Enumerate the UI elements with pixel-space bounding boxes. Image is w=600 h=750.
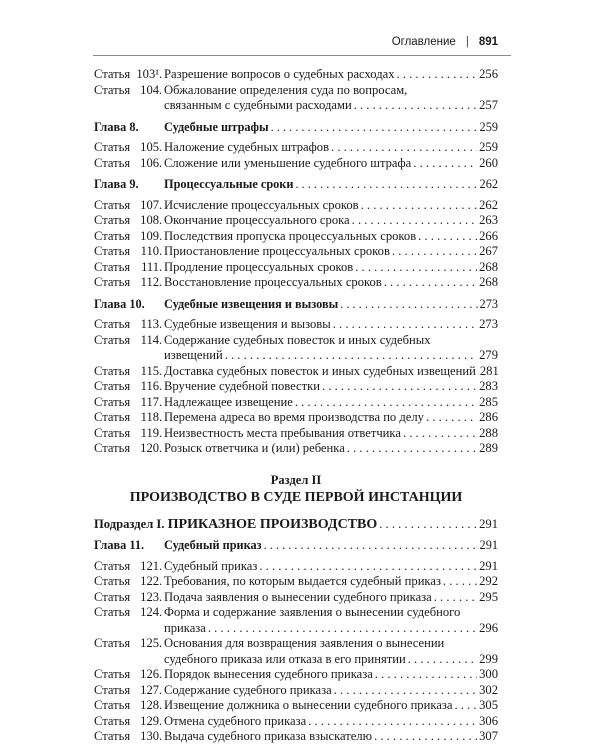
entry-page-number: 288 (479, 425, 498, 440)
article-number: 115. (140, 363, 163, 378)
entry-page-number: 291 (479, 558, 498, 573)
article-number: 117. (140, 394, 163, 409)
leader-dots (392, 244, 477, 260)
entry-page-number: 305 (479, 698, 498, 712)
subsection-label: Подраздел I. (94, 516, 165, 531)
toc-article-entry[interactable] (94, 244, 498, 260)
entry-title: Выдача судебного приказа взыскателю (164, 729, 373, 743)
entry-title: Сложение или уменьшение судебного штрафа (164, 155, 412, 170)
entry-title: Последствия пропуска процессуальных сроков (164, 228, 417, 243)
article-word: Статья (94, 558, 131, 573)
leader-dots (295, 177, 477, 193)
article-number: 108. (140, 213, 163, 227)
entry-label (94, 559, 164, 575)
entry-label (94, 636, 164, 667)
entry-label (94, 426, 164, 442)
entry-label (94, 213, 164, 229)
toc-article-entry[interactable] (94, 574, 498, 590)
article-number: 126. (140, 667, 163, 681)
article-number: 129. (140, 713, 163, 728)
toc-chapter-entry[interactable] (94, 297, 498, 313)
entry-page-number: 267 (479, 244, 498, 258)
toc-article-entry[interactable] (94, 213, 498, 229)
entry-label (94, 156, 164, 172)
article-number: 106. (140, 155, 163, 170)
leader-dots (322, 379, 477, 395)
entry-title: Судебный приказ (164, 558, 258, 573)
article-word: Статья (94, 713, 131, 728)
entry-label (94, 120, 164, 136)
article-word: Статья (94, 332, 131, 347)
article-word: Статья (94, 379, 131, 393)
article-number: 116. (140, 379, 163, 393)
leader-dots (295, 395, 477, 411)
running-header (93, 34, 511, 56)
subsection-title: ПРИКАЗНОЕ ПРОИЗВОДСТВО (167, 516, 378, 532)
entry-label (94, 140, 164, 156)
entry-title: Разрешение вопросов о судебных расходах (164, 67, 395, 81)
entry-label (94, 410, 164, 426)
article-word: Статья (94, 228, 131, 243)
entry-title: Продление процессуальных сроков (164, 259, 354, 274)
toc-article-entry[interactable] (94, 605, 498, 636)
leader-dots (443, 574, 477, 590)
leader-dots (361, 198, 478, 214)
entry-page-number: 268 (479, 275, 498, 289)
table-of-contents (94, 67, 498, 745)
article-word: Статья (94, 82, 131, 97)
entry-title: Приостановление процессуальных сроков (164, 244, 390, 258)
entry-label (94, 244, 164, 260)
leader-dots (384, 275, 477, 291)
toc-article-entry[interactable] (94, 410, 498, 426)
toc-article-entry[interactable] (94, 275, 498, 291)
leader-dots (403, 426, 477, 442)
entry-label (94, 683, 164, 699)
entry-title: Порядок вынесения судебного приказа (164, 667, 373, 681)
article-number: 112. (140, 275, 163, 289)
article-number: 107. (140, 197, 163, 212)
article-number: 119. (140, 425, 163, 440)
article-word: Статья (94, 275, 131, 289)
toc-article-entry[interactable] (94, 698, 498, 714)
entry-title: Содержание судебного приказа (164, 682, 332, 697)
entry-label (94, 177, 164, 193)
toc-article-entry[interactable] (94, 198, 498, 214)
entry-page-number: 266 (479, 228, 498, 243)
leader-dots (397, 67, 478, 83)
article-word: Статья (94, 197, 131, 212)
section-label: Раздел II (270, 472, 322, 487)
leader-dots (454, 698, 477, 714)
entry-page-number: 300 (479, 667, 498, 681)
toc-article-entry[interactable] (94, 140, 498, 156)
entry-page-number: 306 (479, 713, 498, 728)
toc-article-entry[interactable] (94, 67, 498, 83)
toc-article-entry[interactable] (94, 636, 498, 667)
leader-dots (340, 297, 477, 313)
article-word: Статья (94, 394, 131, 409)
entry-title: Требования, по которым выдается судебный приказ (164, 574, 441, 588)
entry-page-number: 292 (479, 574, 498, 588)
article-word: Статья (94, 589, 131, 604)
entry-page-number: 263 (479, 213, 498, 227)
entry-label (94, 605, 164, 636)
entry-page-number: 286 (479, 410, 498, 424)
entry-title: Обжалование определения суда по вопросам, (164, 82, 408, 97)
entry-page-number: 296 (479, 620, 498, 635)
chapter-label: Глава 9. (94, 177, 139, 191)
article-number: 113. (140, 317, 163, 331)
article-number: 103¹. (136, 67, 163, 81)
entry-label (94, 379, 164, 395)
leader-dots (413, 156, 477, 172)
entry-title: извещений (164, 348, 223, 362)
entry-page-number: 257 (479, 98, 498, 112)
toc-article-entry[interactable] (94, 333, 498, 364)
entry-page-number: 289 (479, 441, 498, 455)
entry-title: Содержание судебных повесток и иных судебных (164, 332, 431, 347)
toc-article-entry[interactable] (94, 260, 498, 276)
toc-article-entry[interactable] (94, 426, 498, 442)
toc-article-entry[interactable] (94, 156, 498, 172)
entry-page-number: 291 (479, 538, 498, 552)
entry-label (94, 229, 164, 245)
section-title: ПРОИЗВОДСТВО В СУДЕ ПЕРВОЙ ИНСТАНЦИИ (129, 489, 463, 505)
leader-dots (374, 729, 477, 745)
entry-title: Доставка судебных повесток и иных судебных извещений (164, 363, 476, 378)
article-number: 118. (140, 410, 163, 424)
article-word: Статья (94, 140, 131, 154)
entry-title: Извещение должника о вынесении судебного приказа (164, 698, 453, 712)
toc-article-entry[interactable] (94, 590, 498, 606)
header-separator: | (465, 36, 469, 48)
toc-part-2 (94, 538, 498, 745)
entry-title: судебного приказа или отказа в его принятии (164, 651, 406, 666)
subsection-entry[interactable] (94, 517, 498, 533)
entry-label (94, 667, 164, 683)
entry-title: Процессуальные сроки (164, 177, 294, 191)
article-word: Статья (94, 441, 131, 455)
article-number: 104. (140, 82, 163, 97)
article-word: Статья (94, 259, 131, 274)
article-number: 114. (140, 332, 163, 347)
entry-page-number: 268 (479, 259, 498, 274)
chapter-label: Глава 11. (94, 538, 145, 552)
entry-page-number: 295 (479, 589, 498, 604)
entry-label (94, 590, 164, 606)
entry-title: Судебные извещения и вызовы (164, 296, 339, 311)
article-word: Статья (94, 636, 131, 650)
entry-title: Вручение судебной повестки (164, 379, 320, 393)
leader-dots (347, 441, 477, 457)
leader-dots (208, 621, 477, 637)
entry-title: Надлежащее извещение (164, 394, 293, 409)
article-word: Статья (94, 363, 131, 378)
entry-title: связанным с судебными расходами (164, 98, 352, 112)
subsection-page: 291 (479, 516, 498, 531)
leader-dots (352, 213, 477, 229)
article-number: 122. (140, 574, 163, 588)
article-number: 120. (140, 441, 163, 455)
entry-page-number: 307 (479, 729, 498, 743)
leader-dots (408, 652, 477, 668)
entry-page-number: 283 (479, 379, 498, 393)
leader-dots (354, 98, 477, 114)
toc-article-entry[interactable] (94, 667, 498, 683)
leader-dots (331, 140, 477, 156)
entry-page-number: 273 (479, 296, 498, 311)
entry-label (94, 698, 164, 714)
entry-title: Судебный приказ (164, 538, 262, 552)
entry-page-number: 260 (479, 155, 498, 170)
entry-title: Наложение судебных штрафов (164, 140, 330, 154)
article-word: Статья (94, 729, 131, 743)
article-word: Статья (94, 244, 131, 258)
toc-article-entry[interactable] (94, 364, 498, 380)
article-word: Статья (94, 155, 131, 170)
entry-label (94, 333, 164, 364)
article-word: Статья (94, 317, 131, 331)
toc-article-entry[interactable] (94, 395, 498, 411)
entry-label (94, 364, 164, 380)
toc-article-entry[interactable] (94, 559, 498, 575)
toc-article-entry[interactable] (94, 714, 498, 730)
leader-dots (355, 260, 477, 276)
article-number: 111. (141, 259, 163, 274)
toc-article-entry[interactable] (94, 379, 498, 395)
article-word: Статья (94, 425, 131, 440)
section-heading (94, 472, 498, 507)
chapter-label: Глава 8. (94, 119, 139, 134)
article-number: 128. (140, 698, 163, 712)
article-number: 123. (140, 589, 163, 604)
entry-label (94, 714, 164, 730)
toc-chapter-entry[interactable] (94, 538, 498, 554)
article-word: Статья (94, 605, 131, 619)
entry-title: Подача заявления о вынесении судебного приказа (164, 589, 432, 604)
entry-label (94, 83, 164, 114)
leader-dots (333, 317, 477, 333)
article-word: Статья (94, 67, 131, 81)
article-number: 109. (140, 228, 163, 243)
entry-label (94, 198, 164, 214)
entry-label (94, 297, 164, 313)
toc-article-entry[interactable] (94, 317, 498, 333)
entry-page-number: 262 (479, 177, 498, 191)
header-page-number: 891 (478, 36, 498, 48)
entry-page-number: 256 (479, 67, 498, 81)
entry-page-number: 273 (479, 317, 498, 331)
toc-chapter-entry[interactable] (94, 177, 498, 193)
entry-label (94, 317, 164, 333)
article-number: 110. (140, 244, 163, 258)
entry-label (94, 441, 164, 457)
entry-page-number: 259 (479, 140, 498, 154)
toc-article-entry[interactable] (94, 729, 498, 745)
entry-title: Перемена адреса во время производства по делу (164, 410, 424, 424)
entry-page-number: 281 (479, 363, 499, 378)
leader-dots (426, 410, 477, 426)
article-number: 127. (140, 682, 163, 697)
entry-title: Судебные извещения и вызовы (164, 317, 331, 331)
chapter-label: Глава 10. (94, 296, 145, 311)
entry-label (94, 67, 164, 83)
entry-title: Форма и содержание заявления о вынесении судебного (164, 605, 461, 619)
leader-dots (379, 517, 477, 533)
article-word: Статья (94, 574, 131, 588)
leader-dots (271, 120, 478, 136)
article-word: Статья (94, 667, 131, 681)
entry-label (94, 729, 164, 745)
header-title: Оглавление (391, 36, 456, 48)
toc-part-1 (94, 67, 498, 457)
entry-label (94, 395, 164, 411)
entry-title: приказа (164, 620, 206, 635)
entry-title: Розыск ответчика и (или) ребенка (164, 441, 345, 455)
entry-page-number: 279 (479, 348, 498, 362)
toc-article-entry[interactable] (94, 441, 498, 457)
article-number: 121. (140, 558, 163, 573)
leader-dots (418, 229, 477, 245)
leader-dots (334, 683, 477, 699)
leader-dots (225, 348, 477, 364)
leader-dots (308, 714, 477, 730)
entry-title: Неизвестность места пребывания ответчика (164, 425, 401, 440)
entry-title: Отмена судебного приказа (164, 713, 307, 728)
article-number: 125. (140, 636, 163, 650)
entry-label (94, 538, 164, 554)
entry-page-number: 262 (479, 197, 498, 212)
entry-page-number: 299 (479, 651, 498, 666)
entry-page-number: 259 (479, 119, 498, 134)
entry-label (94, 574, 164, 590)
leader-dots (434, 590, 477, 606)
leader-dots (375, 667, 477, 683)
toc-article-entry[interactable] (94, 83, 498, 114)
entry-page-number: 285 (479, 394, 498, 409)
entry-title: Судебные штрафы (164, 119, 269, 134)
article-word: Статья (94, 213, 131, 227)
article-word: Статья (94, 410, 131, 424)
leader-dots (264, 538, 478, 554)
entry-label (94, 275, 164, 291)
entry-title: Исчисление процессуальных сроков (164, 197, 359, 212)
entry-title: Основания для возвращения заявления о вынесении (164, 636, 445, 650)
article-word: Статья (94, 682, 131, 697)
article-number: 130. (140, 729, 163, 743)
article-word: Статья (94, 698, 131, 712)
leader-dots (259, 559, 477, 575)
toc-article-entry[interactable] (94, 683, 498, 699)
article-number: 105. (140, 140, 163, 154)
toc-chapter-entry[interactable] (94, 120, 498, 136)
entry-page-number: 302 (479, 682, 498, 697)
entry-title: Восстановление процессуальных сроков (164, 275, 382, 289)
entry-label (94, 260, 164, 276)
entry-title: Окончание процессуального срока (164, 213, 350, 227)
toc-article-entry[interactable] (94, 229, 498, 245)
article-number: 124. (140, 605, 163, 619)
